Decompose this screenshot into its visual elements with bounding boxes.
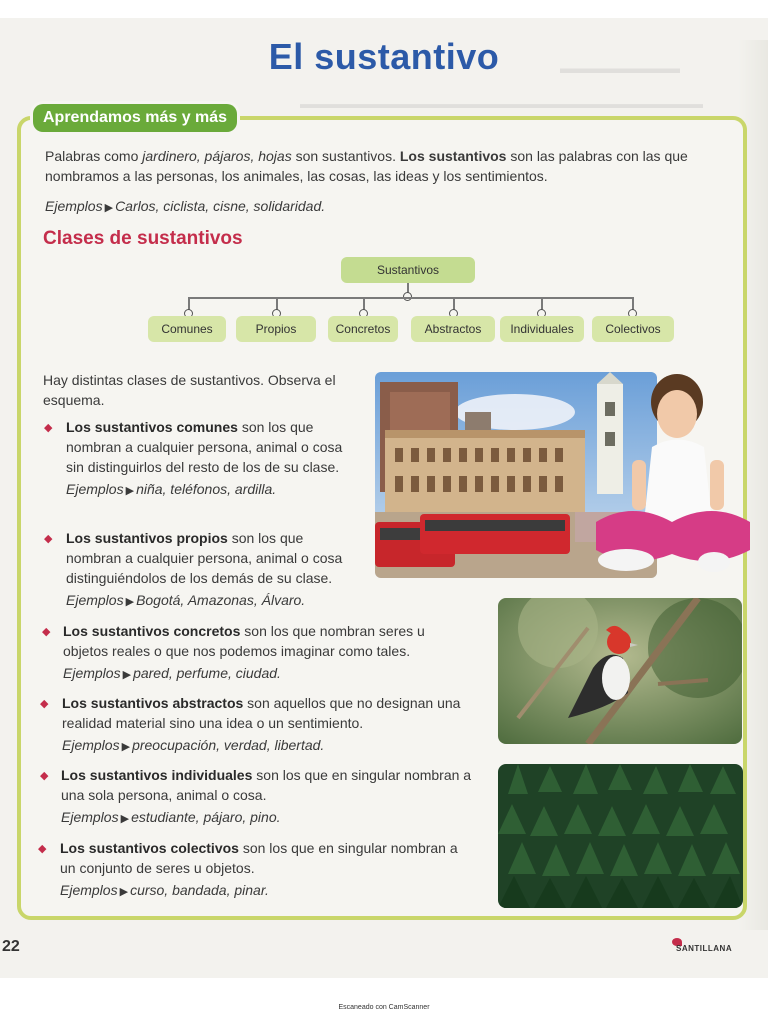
class-item-abstractos: Los sustantivos abstractos son aquellos que no designan una realidad material sino una idea o un sentimiento. Ejemplos ▶ preocupación, verdad, libertad.	[62, 695, 461, 753]
page-title: El sustantivo	[268, 36, 500, 77]
pine-forest-photo	[498, 764, 743, 908]
arrow-icon: ▶	[125, 485, 135, 497]
bullet-icon: ◆	[38, 843, 47, 855]
arrow-icon: ▶	[104, 202, 114, 214]
class-item-propios: Los sustantivos propios son los que nombran a cualquier persona, animal o cosa distinguiéndolos de los demás de su clase. Ejemplos ▶ Bogotá, Amazonas, Álvaro.	[66, 530, 343, 608]
diagram-root-node: Sustantivos	[341, 257, 475, 283]
bullet-icon: ◆	[42, 626, 51, 638]
connector-line	[188, 297, 634, 299]
intro-examples: Ejemplos ▶ Carlos, ciclista, cisne, solidaridad.	[45, 198, 326, 214]
diagram-node-comunes: Comunes	[148, 316, 226, 342]
page-number: 22	[2, 938, 20, 955]
arrow-icon: ▶	[120, 813, 130, 825]
class-item-concretos: Los sustantivos concretos son los que nombran seres u objetos reales o que nos podemos imaginar como tales. Ejemplos ▶ pared, perfume, ciudad.	[63, 623, 425, 681]
diagram-node-individuales: Individuales	[500, 316, 584, 342]
bullet-icon: ◆	[44, 422, 53, 434]
bullet-icon: ◆	[40, 770, 49, 782]
intro-paragraph: Palabras como jardinero, pájaros, hojas son sustantivos. Los sustantivos son las palabras con las que nombramos a las personas, los animales, las cosas, las ideas y los sentimientos.	[45, 148, 688, 184]
diagram-node-propios: Propios	[236, 316, 316, 342]
bullet-icon: ◆	[44, 533, 53, 545]
class-item-colectivos: Los sustantivos colectivos son los que en singular nombran a un conjunto de seres u objetos. Ejemplos ▶ curso, bandada, pinar.	[60, 840, 458, 898]
classes-heading: Clases de sustantivos	[43, 228, 243, 249]
publisher-name: SANTILLANA	[676, 944, 733, 953]
bleed-through-text: ▬▬▬▬▬▬▬▬▬▬▬▬▬▬▬▬▬▬▬▬▬▬▬▬▬▬▬▬▬▬▬	[300, 96, 703, 111]
diagram-node-concretos: Concretos	[328, 316, 398, 342]
lead-text: Hay distintas clases de sustantivos. Observa el esquema.	[43, 372, 336, 408]
arrow-icon: ▶	[121, 741, 131, 753]
class-item-individuales: Los sustantivos individuales son los que en singular nombran a una sola persona, animal o cosa. Ejemplos ▶ estudiante, pájaro, pino.	[61, 767, 472, 825]
class-item-comunes: Los sustantivos comunes son los que nombran a cualquier persona, animal o cosa sin distinguirlos del resto de los de su clase. Ejemplos ▶ niña, teléfonos, ardilla.	[66, 419, 343, 497]
diagram-node-colectivos: Colectivos	[592, 316, 674, 342]
bird-on-branch-photo	[498, 598, 742, 744]
scanner-footer: Escaneado con CamScanner	[338, 1004, 430, 1011]
section-tab: Aprendamos más y más	[33, 104, 237, 132]
girl-sitting-image	[592, 372, 752, 578]
diagram-node-abstractos: Abstractos	[411, 316, 495, 342]
bullet-icon: ◆	[40, 698, 49, 710]
arrow-icon: ▶	[119, 886, 129, 898]
bleed-through-text: ▬▬▬▬▬▬▬▬	[560, 60, 680, 77]
arrow-icon: ▶	[122, 669, 132, 681]
arrow-icon: ▶	[125, 596, 135, 608]
